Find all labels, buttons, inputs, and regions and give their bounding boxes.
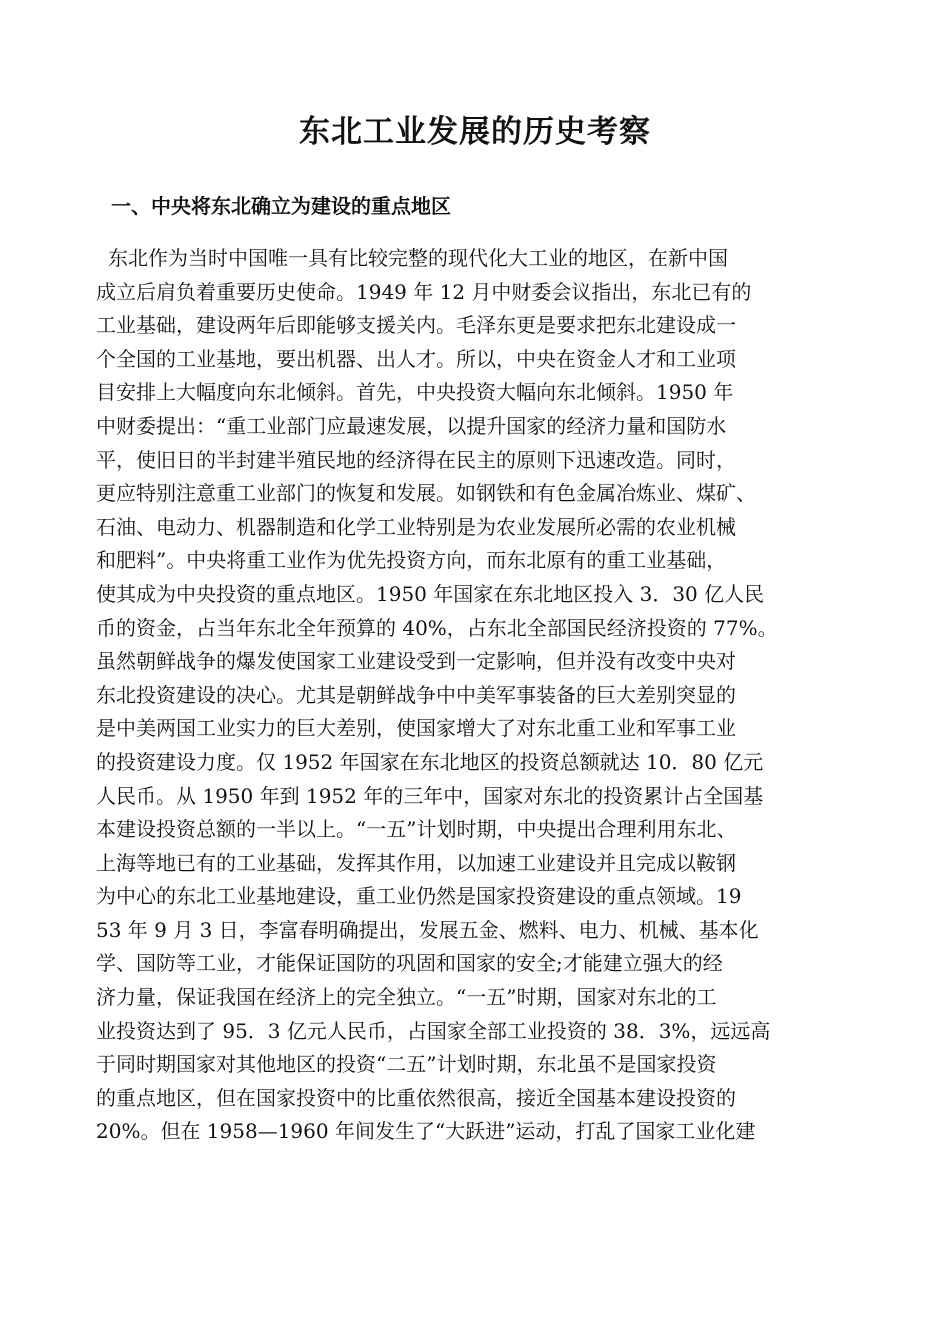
body-line: 业投资达到了 95．3 亿元人民币，占国家全部工业投资的 38．3%，远远高 — [96, 1018, 771, 1043]
body-line: 东北投资建设的决心。尤其是朝鲜战争中中美军事装备的巨大差别突显的 — [96, 682, 736, 707]
body-line: 为中心的东北工业基地建设，重工业仍然是国家投资建设的重点领域。19 — [96, 884, 742, 909]
body-line: 济力量，保证我国在经济上的完全独立。“一五”时期，国家对东北的工 — [96, 985, 717, 1010]
body-line: 53 年 9 月 3 日，李富春明确提出，发展五金、燃料、电力、机械、基本化 — [96, 917, 759, 942]
body-line: 学、国防等工业，才能保证国防的巩固和国家的安全;才能建立强大的经 — [96, 951, 723, 976]
body-line: 币的资金，占当年东北全年预算的 40%，占东北全部国民经济投资的 77%。 — [96, 615, 778, 640]
body-line: 工业基础，建设两年后即能够支援关内。毛泽东更是要求把东北建设成一 — [96, 313, 736, 338]
body-line: 的重点地区，但在国家投资中的比重依然很高，接近全国基本建设投资的 — [96, 1085, 736, 1110]
body-line: 东北作为当时中国唯一具有比较完整的现代化大工业的地区，在新中国 — [108, 246, 728, 270]
body-line: 成立后肩负着重要历史使命。1949 年 12 月中财委会议指出，东北已有的 — [96, 279, 752, 304]
body-line: 于同时期国家对其他地区的投资“二五”计划时期，东北虽不是国家投资 — [96, 1052, 717, 1077]
body-line: 使其成为中央投资的重点地区。1950 年国家在东北地区投入 3．30 亿人民 — [96, 581, 765, 606]
body-line: 和肥料”。中央将重工业作为优先投资方向，而东北原有的重工业基础， — [96, 548, 727, 573]
body-paragraph — [96, 242, 866, 1149]
body-line: 平，使旧日的半封建半殖民地的经济得在民主的原则下迅速改造。同时， — [96, 447, 736, 472]
page-title: 东北工业发展的历史考察 — [299, 114, 651, 150]
section-heading: 一、中央将东北确立为建设的重点地区 — [111, 194, 451, 218]
body-line: 个全国的工业基地，要出机器、出人才。所以，中央在资金人才和工业项 — [96, 346, 736, 371]
body-line: 上海等地已有的工业基础，发挥其作用，以加速工业建设并且完成以鞍钢 — [96, 850, 736, 875]
body-line: 中财委提出：“重工业部门应最速发展，以提升国家的经济力量和国防水 — [96, 413, 727, 438]
body-line: 更应特别注意重工业部门的恢复和发展。如钢铁和有色金属冶炼业、煤矿、 — [96, 481, 756, 506]
body-line: 是中美两国工业实力的巨大差别，使国家增大了对东北重工业和军事工业 — [96, 716, 736, 741]
body-line: 20%。但在 1958—1960 年间发生了“大跃进”运动，打乱了国家工业化建 — [96, 1119, 756, 1144]
body-line: 石油、电动力、机器制造和化学工业特别是为农业发展所必需的农业机械 — [96, 514, 736, 539]
body-line: 虽然朝鲜战争的爆发使国家工业建设受到一定影响，但并没有改变中央对 — [96, 649, 736, 674]
body-line: 人民币。从 1950 年到 1952 年的三年中，国家对东北的投资累计占全国基 — [96, 783, 764, 808]
body-line: 目安排上大幅度向东北倾斜。首先，中央投资大幅向东北倾斜。1950 年 — [96, 380, 734, 405]
body-line: 的投资建设力度。仅 1952 年国家在东北地区的投资总额就达 10．80 亿元 — [96, 749, 764, 774]
body-line: 本建设投资总额的一半以上。“一五”计划时期，中央提出合理利用东北、 — [96, 817, 737, 842]
